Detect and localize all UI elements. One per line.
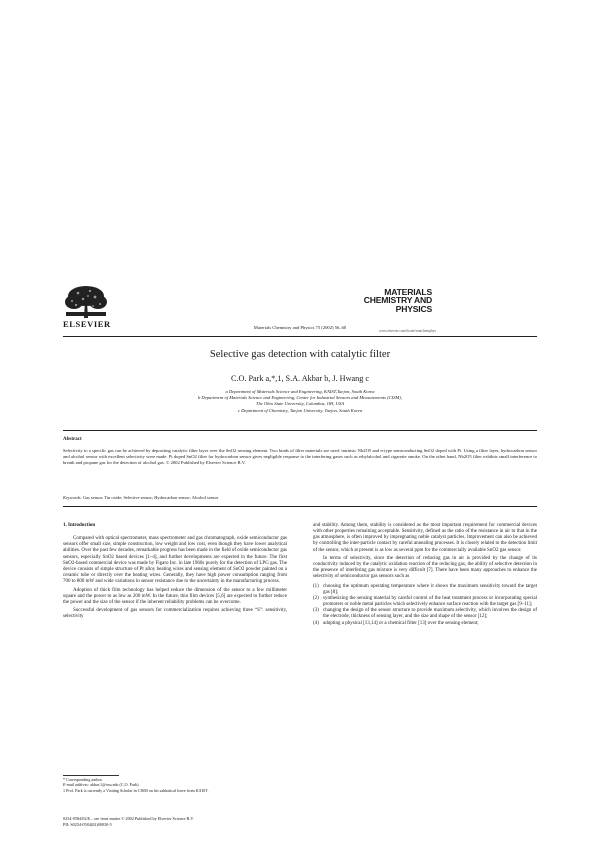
journal-logo-line: PHYSICS [395, 303, 432, 314]
affiliation: a Department of Materials Science and Engineering, KAIST,Taejon, South Korea [225, 389, 375, 394]
paper-title: Selective gas detection with catalytic filter [209, 349, 391, 360]
abstract-top-rule [63, 430, 537, 431]
list-item: (3) changing the design of the sensor structure to provide maximum selectivity, which involves the design of the electrode, thickness of sensing layer, and the size and shape of the sensor [12]; [313, 608, 537, 620]
publisher-name: ELSEVIER [63, 319, 111, 329]
list-item: (2) synthesizing the sensing material by careful control of the heat treatment process or incorporating special promoters or noble metal particles which selectively enhance surface reaction with the target gas [9–11]; [313, 595, 537, 608]
affiliation: The Ohio State University, Columbus, OH, USA [255, 401, 345, 407]
abstract-text: Selectivity to a specific gas can be achieved by depositing catalytic filter layer over the SnO2 sensing element. Two kinds of filter materials are used: intrinsic Nb2O5 and n-type semiconducting SnO2 doped with Pt. Using a filter layer, hydrocarbon sensor and alcohol sensor with excellent selectivity were made. Pt doped SnO2 filter for hydrocarbon sensor gives negligible response to the interfering gases such as ethylalcohol and cigarette smoke. On the other hand, Nb2O5 filter exhibits small interference to breath and propane gas for the detection of alcohol gas. © 2002 Published by Elsevier Science B.V. [63, 448, 537, 465]
left-column [63, 523, 287, 621]
list-item: (4) adopting a physical [13,14] or a chemical filter [13] over the sensing element; [313, 620, 479, 626]
elsevier-tree-logo [64, 284, 108, 318]
list-item: (1) choosing the optimum operating temperature where it shows the maximum sensitivity toward the target gas [8]; [313, 583, 537, 595]
keywords [63, 495, 537, 500]
paragraph: and stability. Among them, stability is considered as the most important requirement for commercial devices with other properties remaining acceptable. Sensitivity, defined as the ratio of the resistance in air to that in the gas atmosphere, is often improved by impregnating noble catalyst particles. Improvement can also be achieved by controlling the inter-particle contact by careful annealing processes. It is closely related to the detection limit of the sensor, which at present is as low as several ppm for the commercially available SnO2 gas sensor. [313, 523, 537, 553]
journal-logo-line: MATERIALS [384, 287, 432, 297]
journal-reference: Materials Chemistry and Physics 75 (2002) 56–60 [253, 325, 347, 330]
affiliations [0, 389, 600, 414]
footnote: 1 Prof. Park is currently a Visiting Scholar in CISM on his sabbatical leave from KAIST. [63, 787, 209, 793]
email-label: E-mail address: [63, 782, 90, 788]
header-rule [63, 336, 537, 337]
author-list: C.O. Park a,*,1, S.A. Akbar b, J. Hwang c [230, 374, 370, 383]
footnotes [63, 777, 291, 793]
enumerated-list [313, 584, 537, 627]
abstract-bottom-rule [63, 506, 537, 507]
paragraph: Successful development of gas sensors for commercialization requires achieving three “S”: sensitivity, selectivity [63, 608, 287, 620]
journal-url[interactable]: www.elsevier.com/locate/matchemphys [378, 329, 436, 333]
paragraph: Adoption of thick film technology has helped reduce the dimension of the sensor to a few millimeter square and the power to as low as 200 mW. In the future, thin film devices [5,6] are expected to further reduce the power and the size of the sensor if the inherent reliability problems can be overcome. [63, 587, 287, 605]
footnote: * Corresponding author. [63, 777, 103, 782]
abstract-heading: Abstract [63, 437, 82, 442]
affiliation: c Department of Chemistry, Taejon University, Taejon, South Korea [237, 407, 363, 413]
keywords-label: Keywords: [63, 495, 82, 500]
copyright-line: 0254-0584/02/$ – see front matter © 2002 Published by Elsevier Science B.V. [63, 816, 194, 821]
footnote-rule [63, 775, 119, 776]
email-address[interactable]: akbar.1@osu.edu (C.O. Park). [90, 782, 140, 788]
keywords-list: Gas sensor; Tin oxide; Selective sensor; Hydrocarbon sensor; Alcohol sensor [82, 495, 219, 500]
paragraph: Compared with optical spectrometer, mass spectrometer and gas chromatograph, oxide semiconductor gas sensors offer small size, simple construction, low weight and low cost, even though they have lower analytical abilities. Over the past few decades, remarkable progress has been made in the field of oxide semiconductor gas sensors, especially SnO2 based devices [1–4], and further developments are expected in the future. The first SnO2-based commercial device was made by Figaro Inc. in late 1960s purely for the detection of LPG gas. The device consists of simple structure of Pt alloy heating wires and sensing element of SnO2 powder painted on a ceramic tube or directly over the heating wires. Generally, they have high power consumption ranging from 700 to 800 mW and wide variations in sensor resistance due to the uncertainty in the manufacturing process. [63, 536, 287, 585]
section-heading: 1. Introduction [63, 523, 96, 528]
paragraph: In terms of selectivity, since the detection of reducing gas in air is provided by the change of its conductivity induced by the catalytic oxidation reaction of the reducing gas, the ability of selective detection in the presence of interfering gas mixture is very difficult [7]. There have been many approaches to enhance the selectivity of semiconductor gas sensors such as [313, 555, 537, 580]
publication-info [63, 816, 363, 827]
pii-line: PII: S0254-0584(02)00030-5 [63, 821, 112, 827]
journal-logo-line: CHEMISTRY AND [363, 295, 432, 306]
affiliation: b Department of Materials Science and Engineering, Center for Industrial Sensors and Measurements (CISM), [197, 395, 403, 401]
journal-logo [360, 288, 432, 313]
right-column [313, 523, 537, 627]
